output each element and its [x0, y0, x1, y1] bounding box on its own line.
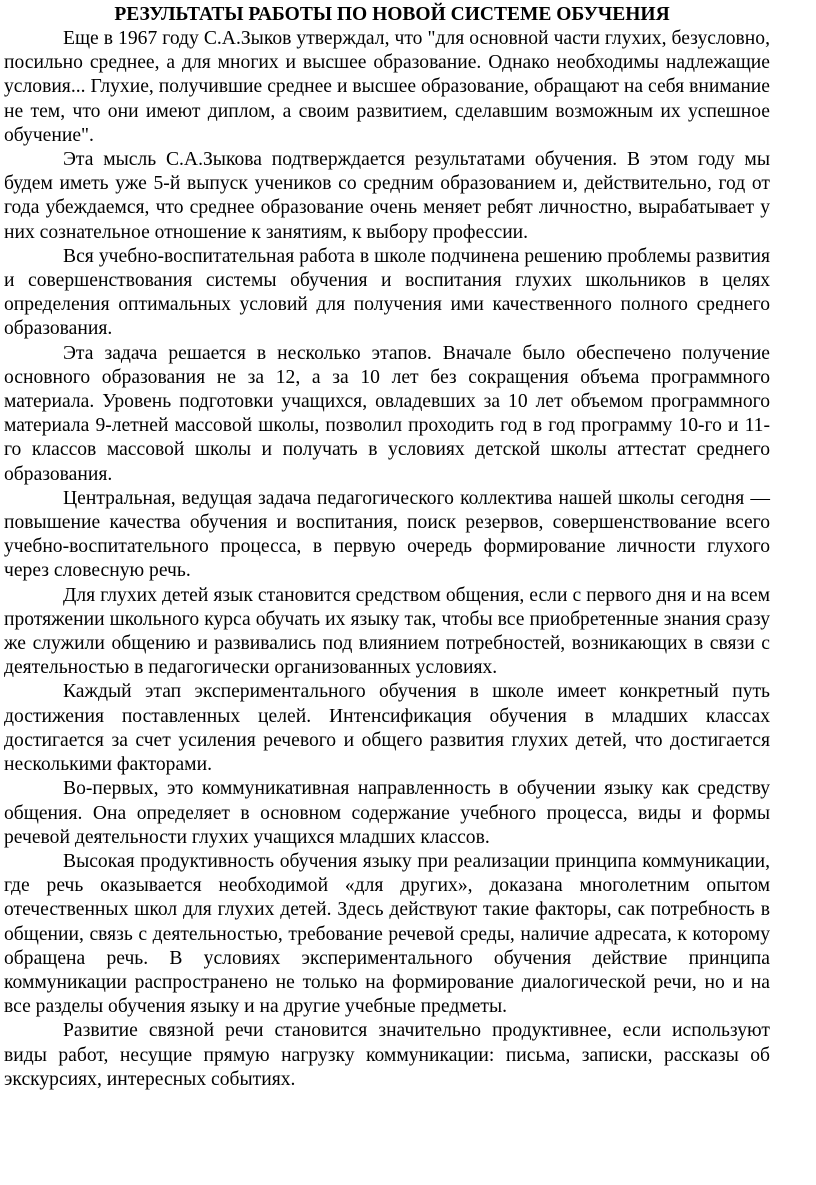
paragraph-5: Центральная, ведущая задача педагогического коллектива нашей школы сегодня — повышение качества обучения и воспитания, поиск резервов, совершенствование всего учебно-воспитательного процесса, в первую очередь формирование личности глухого через словесную речь.: [4, 487, 770, 582]
paragraph-9: Высокая продуктивность обучения языку при реализации принципа коммуникации, где речь оказывается необходимой «для других», доказана многолетним опытом отечественных школ для глухих детей. Здесь действуют такие факторы, сак потребность в общении, связь с деятельностью, требование речевой среды, наличие адресата, к которому обращена речь. В условиях экспериментального обучения действие принципа коммуникации распространено не только на формирование диалогической речи, но и на все разделы обучения языку и на другие учебные предметы.: [4, 850, 770, 1018]
paragraph-10: Развитие связной речи становится значительно продуктивнее, если используют виды работ, несущие прямую нагрузку коммуникации: письма, записки, рассказы об экскурсиях, интересных событиях.: [4, 1020, 770, 1090]
paragraph-7: Каждый этап экспериментального обучения в школе имеет конкретный путь достижения поставленных целей. Интенсификация обучения в младших классах достигается за счет усиления речевого и общего развития глухих детей, что достигается несколькими факторами.: [4, 681, 770, 776]
page-title: РЕЗУЛЬТАТЫ РАБОТЫ ПО НОВОЙ СИСТЕМЕ ОБУЧЕНИЯ: [114, 4, 670, 25]
paragraph-8: Во-первых, это коммуникативная направленность в обучении языку как средству общения. Она определяет в основном содержание учебного процесса, виды и формы речевой деятельности глухих учащихся младших классов.: [4, 778, 770, 848]
paragraph-3: Вся учебно-воспитательная работа в школе подчинена решению проблемы развития и совершенствования системы обучения и воспитания глухих школьников в целях определения оптимальных условий для получения ими качественного полного среднего образования.: [4, 245, 770, 340]
paragraph-4: Эта задача решается в несколько этапов. Вначале было обеспечено получение основного образования не за 12, а за 10 лет без сокращения объема программного материала. Уровень подготовки учащихся, овладевших за 10 лет объемом программного материала 9-летней массовой школы, позволил проходить год в год программу 10-го и 11-го классов массовой школы и получать в условиях детской школы аттестат среднего образования.: [4, 342, 770, 485]
paragraph-6: Для глухих детей язык становится средством общения, если с первого дня и на всем протяжении школьного курса обучать их языку так, чтобы все приобретенные знания сразу же служили общению и развивались под влиянием потребностей, возникающих в связи с деятельностью в педагогически организованных условиях.: [4, 584, 770, 679]
paragraph-1: Еще в 1967 году С.А.Зыков утверждал, что "для основной части глухих, безусловно, посильно среднее, а для многих и высшее образование. Однако необходимы надлежащие условия... Глухие, получившие среднее и высшее образование, обращают на себя внимание не тем, что они имеют диплом, а своим развитием, сделавшим возможным их успешное обучение".: [4, 28, 770, 146]
paragraph-2: Эта мысль С.А.Зыкова подтверждается результатами обучения. В этом году мы будем иметь уже 5-й выпуск учеников со средним образованием и, действительно, год от года убеждаемся, что среднее образование очень меняет ребят личностно, вырабатывает у них сознательное отношение к занятиям, к выбору профессии.: [4, 149, 770, 243]
